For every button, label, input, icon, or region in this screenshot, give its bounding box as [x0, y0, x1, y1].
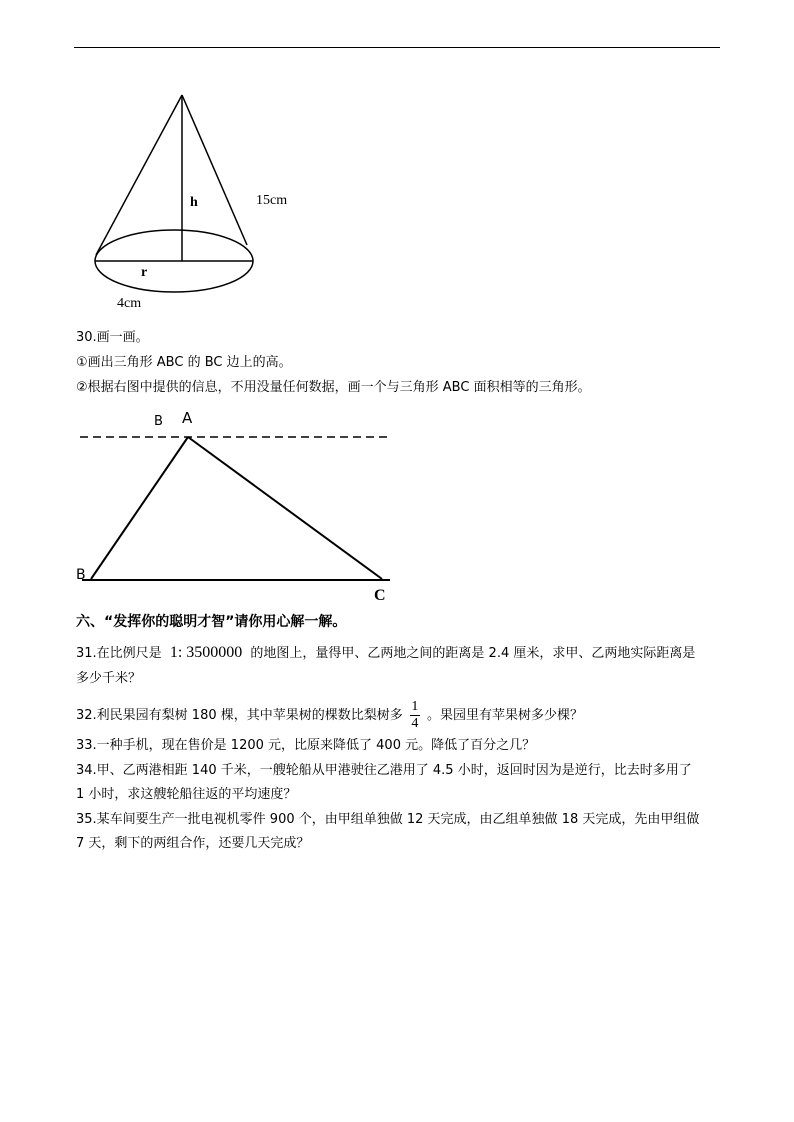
cone-left-edge	[96, 95, 182, 255]
q31-line1	[76, 644, 695, 663]
q35-line1: 35.某车间要生产一批电视机零件 900 个，由甲组单独做 12 天完成，由乙组单独做 18 天完成，先由甲组做	[76, 812, 700, 827]
q31-line2: 多少千米？	[76, 671, 142, 686]
q32-suffix: 。果园里有苹果树多少棵？	[427, 708, 584, 723]
q32-frac-num: 1	[411, 699, 419, 714]
label-c: C	[374, 587, 386, 604]
q31-prefix: 31.在比例尺是	[76, 646, 162, 661]
q33-line: 33.一种手机，现在售价是 1200 元，比原来降低了 400 元。降低了百分之几？	[76, 738, 536, 753]
cone-r-label: r	[141, 265, 148, 280]
header-rule	[74, 47, 720, 48]
q31-suffix: 的地图上，量得甲、乙两地之间的距离是 2.4 厘米，求甲、乙两地实际距离是	[250, 646, 696, 661]
q35-line2: 7 天，剩下的两组合作，还要几天完成？	[76, 836, 310, 851]
triangle-side-ab	[91, 437, 188, 579]
label-b: B	[76, 567, 86, 583]
triangle-figure	[70, 404, 400, 604]
q31-ratio: 1: 3500000	[169, 644, 243, 661]
cone-right-edge	[182, 95, 247, 245]
cone-diameter-label: 4cm	[117, 296, 142, 311]
q32-fraction	[410, 700, 420, 731]
q34-line1: 34.甲、乙两港相距 140 千米，一艘轮船从甲港驶往乙港用了 4.5 小时，返回时因为是逆行，比去时多用了	[76, 763, 692, 778]
q34-line2: 1 小时，求这艘轮船往返的平均速度？	[76, 787, 297, 802]
q32-frac-den: 4	[411, 716, 419, 731]
cone-figure	[90, 90, 310, 320]
q30-item1: ①画出三角形 ABC 的 BC 边上的高。	[76, 355, 292, 370]
cone-h-label: h	[190, 195, 198, 210]
section-6-heading: 六、“发挥你的聪明才智”请你用心解一解。	[76, 614, 347, 630]
q30-item2: ②根据右图中提供的信息，不用没量任何数据，画一个与三角形 ABC 面积相等的三角形。	[76, 380, 591, 395]
triangle-side-ac	[188, 437, 382, 579]
q32-prefix: 32.利民果园有梨树 180 棵，其中苹果树的棵数比梨树多	[76, 708, 403, 723]
q32-line	[76, 700, 583, 731]
label-b-top: B	[154, 414, 163, 429]
q30-title: 30.画一画。	[76, 330, 149, 345]
cone-slant-label: 15cm	[256, 193, 288, 208]
label-a: A	[182, 409, 193, 427]
